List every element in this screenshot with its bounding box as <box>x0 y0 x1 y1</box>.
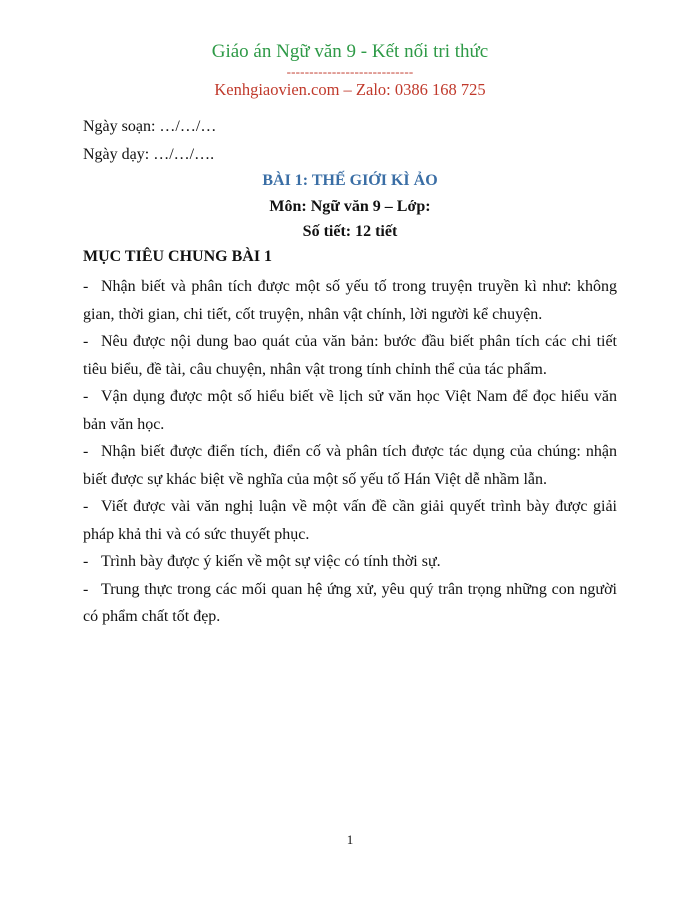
objective-item <box>83 383 617 438</box>
lesson-subject: Môn: Ngữ văn 9 – Lớp: <box>269 198 431 215</box>
header-title: Giáo án Ngữ văn 9 - Kết nối tri thức <box>211 41 489 62</box>
objective-item <box>83 438 617 493</box>
objective-text: Nêu được nội dung bao quát của văn bản: bước đầu biết phân tích các chi tiết tiêu biểu, đề tài, câu chuyện, nhân vật trong tính chỉnh thể của tác phẩm. <box>83 333 617 378</box>
lesson-title: BÀI 1: THẾ GIỚI KÌ ẢO <box>262 172 438 189</box>
header-rule: ---------------------------- <box>286 64 414 79</box>
bullet-dash: - <box>83 553 89 570</box>
objective-text: Vận dụng được một số hiểu biết về lịch sử văn học Việt Nam để đọc hiểu văn bản văn học. <box>83 388 617 433</box>
objective-item <box>83 273 617 328</box>
page-number: 1 <box>346 832 354 847</box>
bullet-dash: - <box>83 388 89 405</box>
objective-text: Trình bày được ý kiến về một sự việc có tính thời sự. <box>101 553 441 570</box>
section-heading: MỤC TIÊU CHUNG BÀI 1 <box>83 248 273 265</box>
bullet-dash: - <box>83 333 89 350</box>
bullet-dash: - <box>83 278 89 295</box>
objective-text: Viết được vài văn nghị luận về một vấn đề cần giải quyết trình bày được giải pháp khả thi và có sức thuyết phục. <box>83 498 617 543</box>
teaching-date: Ngày dạy: …/…/…. <box>83 146 215 163</box>
objective-text: Nhận biết và phân tích được một số yếu tố trong truyện truyền kì như: không gian, thời gian, chi tiết, cốt truyện, nhân vật chính, lời người kể chuyện. <box>83 278 617 323</box>
objective-item <box>83 576 617 631</box>
header-contact: Kenhgiaovien.com – Zalo: 0386 168 725 <box>214 80 486 99</box>
prepared-date: Ngày soạn: …/…/… <box>83 118 217 135</box>
objective-item <box>83 548 617 576</box>
objective-text: Nhận biết được điển tích, điển cố và phân tích được tác dụng của chúng: nhận biết được sự khác biệt về nghĩa của một số yếu tố Hán Việt dễ nhầm lẫn. <box>83 443 617 488</box>
bullet-dash: - <box>83 443 89 460</box>
objective-item <box>83 328 617 383</box>
objectives-list <box>83 273 617 631</box>
lesson-periods: Số tiết: 12 tiết <box>302 223 398 240</box>
bullet-dash: - <box>83 580 89 598</box>
objective-text: Trung thực trong các mối quan hệ ứng xử, yêu quý trân trọng những con người có phẩm chất tốt đẹp. <box>83 580 617 625</box>
bullet-dash: - <box>83 498 89 515</box>
objective-item <box>83 493 617 548</box>
